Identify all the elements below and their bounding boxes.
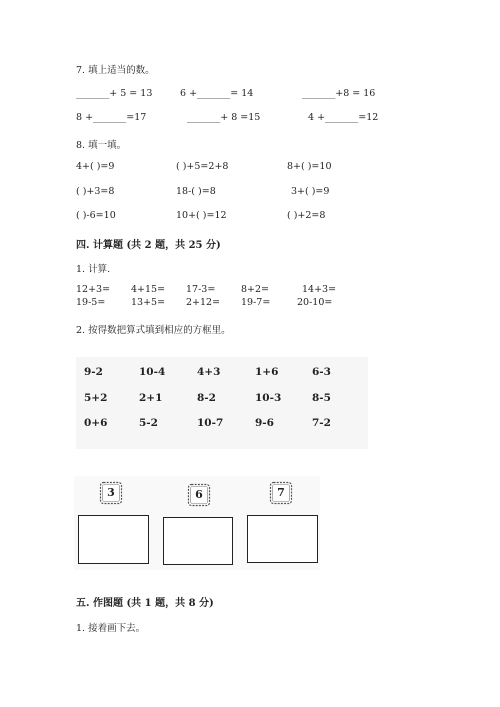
s5-q1-title: 1. 接着画下去。 — [76, 623, 146, 634]
q7-title: 7. 填上适当的数。 — [76, 65, 155, 76]
q8-r3-c2: 10+( )=12 — [176, 210, 227, 221]
tag-label: 6 — [195, 488, 203, 501]
section5-title: 五. 作图题 (共 1 题，共 8 分) — [76, 598, 214, 609]
q7-r2-c1: 8 +_______=17 — [76, 112, 147, 123]
answer-box-3[interactable] — [78, 515, 149, 564]
section4-title: 四. 计算题 (共 2 题，共 25 分) — [76, 240, 221, 251]
calc-r1-c5: 14+3= — [302, 284, 337, 295]
calc-r2-c3: 2+12= — [186, 297, 221, 308]
s4-q1-title: 1. 计算. — [76, 264, 111, 275]
number-tag-3 — [98, 480, 124, 506]
q7-r2-c2: _______+ 8 =15 — [187, 112, 261, 123]
q8-r2-c2: 18-( )=8 — [176, 186, 216, 197]
grid-r3-c3: 10-7 — [197, 417, 224, 429]
grid-r1-c2: 10-4 — [139, 366, 166, 378]
calc-r2-c2: 13+5= — [131, 297, 166, 308]
grid-r2-c4: 10-3 — [255, 392, 282, 404]
q8-r2-c1: ( )+3=8 — [76, 186, 115, 197]
grid-r2-c5: 8-5 — [312, 392, 331, 404]
q7-r1-c2: 6 +_______= 14 — [180, 88, 254, 99]
tag-label: 3 — [107, 486, 115, 499]
calc-r1-c1: 12+3= — [76, 284, 111, 295]
number-tag-7 — [268, 480, 294, 506]
calc-r2-c1: 19-5= — [76, 297, 106, 308]
number-tag-6 — [186, 482, 212, 508]
q8-r1-c2: ( )+5=2+8 — [176, 161, 229, 172]
q7-r1-c1: _______+ 5 = 13 — [76, 88, 153, 99]
grid-r2-c3: 8-2 — [197, 392, 216, 404]
calc-r2-c4: 19-7= — [241, 297, 271, 308]
q7-r1-c3: _______+8 = 16 — [302, 88, 376, 99]
grid-r3-c1: 0+6 — [84, 417, 108, 429]
grid-r3-c5: 7-2 — [312, 417, 331, 429]
q7-r2-c3: 4 +_______=12 — [308, 112, 379, 123]
q8-r3-c1: ( )-6=10 — [76, 210, 116, 221]
q8-title: 8. 填一填。 — [76, 140, 127, 151]
grid-r3-c4: 9-6 — [255, 417, 274, 429]
q8-r1-c3: 8+( )=10 — [287, 161, 332, 172]
q8-r3-c3: ( )+2=8 — [287, 210, 326, 221]
calc-r1-c4: 8+2= — [241, 284, 270, 295]
grid-r1-c5: 6-3 — [312, 366, 331, 378]
grid-r1-c3: 4+3 — [197, 366, 221, 378]
calc-r1-c3: 17-3= — [186, 284, 216, 295]
grid-r3-c2: 5-2 — [139, 417, 158, 429]
calc-r2-c5: 20-10= — [297, 297, 333, 308]
q8-r2-c3: 3+( )=9 — [291, 186, 330, 197]
s4-q2-title: 2. 按得数把算式填到相应的方框里。 — [76, 325, 231, 336]
grid-r2-c2: 2+1 — [139, 392, 163, 404]
grid-r1-c4: 1+6 — [255, 366, 279, 378]
answer-box-7[interactable] — [247, 515, 318, 563]
grid-r2-c1: 5+2 — [84, 392, 108, 404]
q8-r1-c1: 4+( )=9 — [76, 161, 115, 172]
calc-r1-c2: 4+15= — [131, 284, 166, 295]
expression-grid — [76, 357, 368, 449]
tag-label: 7 — [277, 486, 285, 499]
grid-r1-c1: 9-2 — [84, 366, 103, 378]
answer-box-6[interactable] — [163, 517, 233, 565]
